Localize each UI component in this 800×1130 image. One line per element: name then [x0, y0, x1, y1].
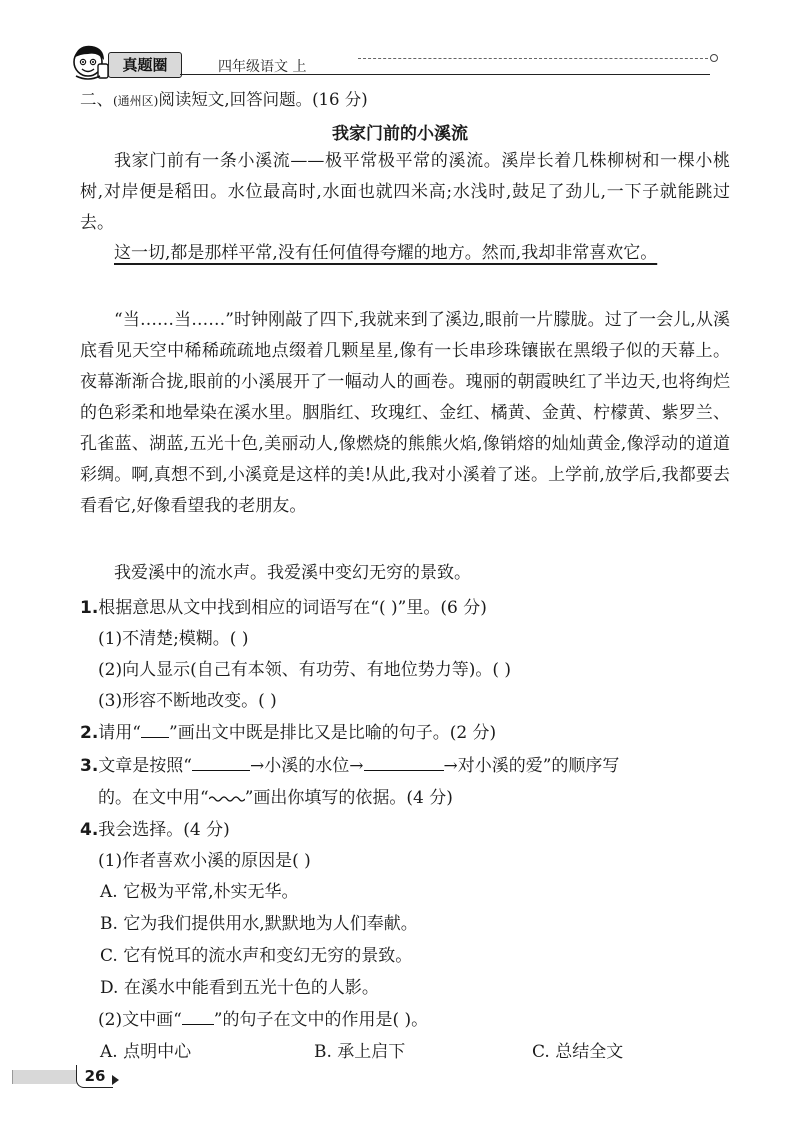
- question-4-sub-1[interactable]: (1)作者喜欢小溪的原因是( ): [98, 851, 311, 871]
- section-instruction: 阅读短文,回答问题。(16 分): [158, 90, 368, 109]
- question-3-text-c: →对小溪的爱”的顺序写: [443, 756, 620, 776]
- question-1-number: 1.: [80, 598, 99, 618]
- wavy-line-icon: [209, 795, 245, 803]
- option-c[interactable]: C. 它有悦耳的流水声和变幻无穷的景致。: [100, 946, 413, 966]
- question-3-text-a: 文章是按照“: [98, 756, 192, 776]
- answer-blank-1[interactable]: [192, 770, 250, 771]
- question-3-text-b: →小溪的水位→: [250, 756, 364, 776]
- question-4-number: 4.: [80, 820, 99, 840]
- question-1: [80, 593, 730, 618]
- underlined-sentence: 这一切,都是那样平常,没有任何值得夸耀的地方。然而,我却非常喜欢它。: [114, 243, 658, 263]
- brand-label: 真题圈: [108, 52, 182, 78]
- section-heading: [80, 86, 730, 110]
- question-1-item-1[interactable]: (1)不清楚;模糊。( ): [98, 629, 249, 649]
- option-a[interactable]: A. 它极为平常,朴实无华。: [100, 882, 299, 902]
- article-paragraph-4: 我爱溪中的流水声。我爱溪中变幻无穷的景致。: [114, 563, 471, 583]
- page-number: 26: [76, 1065, 113, 1088]
- option-d[interactable]: D. 在溪水中能看到五光十色的人影。: [100, 978, 379, 998]
- question-3-text-e: ”画出你填写的依据。(4 分): [244, 788, 453, 808]
- question-4: [80, 815, 730, 840]
- question-3-text-d: 的。在文中用“: [98, 788, 209, 808]
- option-b[interactable]: B. 它为我们提供用水,默默地为人们奉献。: [100, 914, 418, 934]
- article-paragraph-2: [80, 238, 730, 269]
- question-2-text-b: ”画出文中既是排比又是比喻的句子。(2 分): [169, 723, 497, 743]
- question-3: [80, 751, 730, 776]
- straight-line-symbol: [182, 1024, 214, 1025]
- question-2: [80, 718, 730, 743]
- section-region: (通州区): [113, 94, 159, 108]
- article-paragraph-3: “当……当……”时钟刚敲了四下,我就来到了溪边,眼前一片朦胧。过了一会儿,从溪底看见天空中稀稀疏疏地点缀着几颗星星,像有一长串珍珠镶嵌在黑缎子似的天幕上。夜幕渐渐合拢,眼前的小溪展开了一幅动人的画卷。瑰丽的朝霞映红了半边天,也将绚烂的色彩柔和地晕染在溪水里。胭脂红、玫瑰红、金红、橘黄、金黄、柠檬黄、紫罗兰、孔雀蓝、湖蓝,五光十色,美丽动人,像燃烧的熊熊火焰,像销熔的灿灿黄金,像浮动的道道彩绸。啊,真想不到,小溪竟是这样的美!从此,我对小溪着了迷。上学前,放学后,我都要去看看它,好像看望我的老朋友。: [80, 310, 730, 516]
- mascot-icon: [68, 42, 112, 82]
- question-3-continued: [98, 783, 748, 808]
- answer-blank-2[interactable]: [364, 770, 444, 771]
- option-2-c[interactable]: C. 总结全文: [532, 1042, 624, 1062]
- header-end-circle: [710, 54, 718, 62]
- option-2-b[interactable]: B. 承上启下: [314, 1042, 406, 1062]
- article-paragraph-1: 我家门前有一条小溪流——极平常极平常的溪流。溪岸长着几株柳树和一棵小桃树,对岸便是稻田。水位最高时,水面也就四米高;水浅时,鼓足了劲儿,一下子就能跳过去。: [80, 151, 730, 233]
- page-header: [68, 42, 728, 76]
- straight-line-symbol: [141, 737, 169, 738]
- book-title: 四年级语文 上: [218, 59, 307, 75]
- question-3-number: 3.: [80, 756, 99, 776]
- question-4-sub-2-text-b: ”的句子在文中的作用是( )。: [213, 1010, 429, 1030]
- page-arrow-icon: [112, 1075, 119, 1085]
- question-2-text-a: 请用“: [98, 723, 141, 743]
- question-2-number: 2.: [80, 723, 99, 743]
- header-dashed-rule: [358, 58, 708, 59]
- article-title: 我家门前的小溪流: [332, 124, 468, 144]
- option-2-a[interactable]: A. 点明中心: [100, 1042, 192, 1062]
- question-1-item-2[interactable]: (2)向人显示(自己有本领、有功劳、有地位势力等)。( ): [98, 660, 512, 680]
- question-4-text: 我会选择。(4 分): [98, 820, 230, 840]
- question-1-item-3[interactable]: (3)形容不断地改变。( ): [98, 691, 277, 711]
- question-4-sub-2-text-a: (2)文中画“: [98, 1010, 182, 1030]
- footer-bar: [12, 1070, 77, 1084]
- question-1-text: 根据意思从文中找到相应的词语写在“( )”里。(6 分): [98, 598, 487, 618]
- section-label: 二、: [80, 90, 113, 109]
- question-4-sub-2[interactable]: [98, 1005, 748, 1030]
